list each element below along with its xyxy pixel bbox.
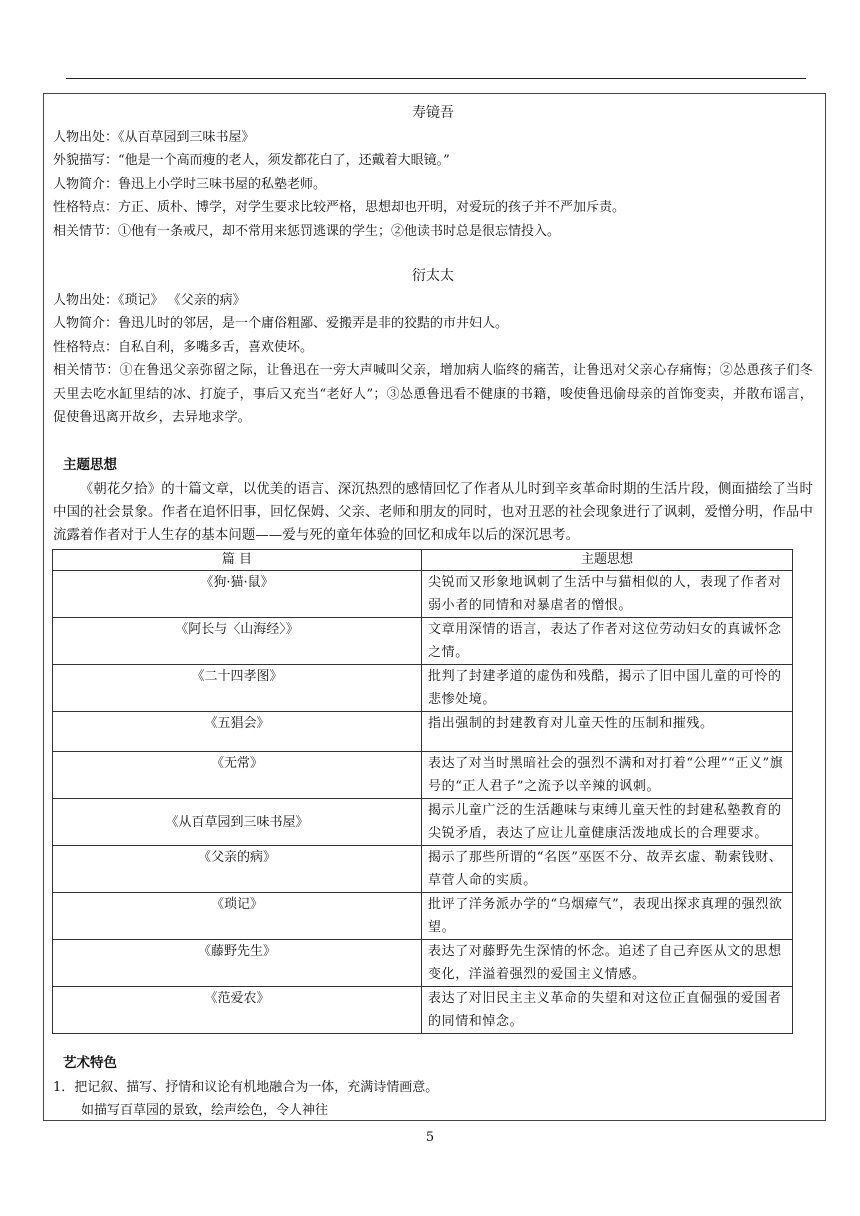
- table-row: [53, 752, 793, 799]
- yan-plot: 相关情节：①在鲁迅父亲弥留之际，让鲁迅在一旁大声喊叫父亲，增加病人临终的痛苦，让鲁迅对父亲心存痛悔；②怂恿孩子们冬天里去吃水缸里结的冰、打旋子，事后又充当“老好人”；③怂恿鲁迅看不健康的书籍，唆使鲁迅偷母亲的首饰变卖，并散布谣言，促使鲁迅离开故乡，去异地求学。: [53, 363, 813, 425]
- character-name-shou: 寿镜吾: [412, 105, 454, 121]
- work-theme: 文章用深情的语言，表达了作者对这位劳动妇女的真诚怀念之情。: [422, 618, 793, 665]
- header-title: 篇 目: [53, 550, 422, 571]
- theme-table: [52, 549, 793, 1034]
- table-row: [53, 940, 793, 987]
- work-theme: 表达了对当时黑暗社会的强烈不满和对打着“公理”“正义”旗号的“正人君子”之流予以辛辣的讽刺。: [422, 752, 793, 799]
- art-item-1-sub: 如描写百草园的景致，绘声绘色，令人神往: [81, 1103, 329, 1118]
- work-title: 《五猖会》: [53, 712, 422, 752]
- page-content: [53, 102, 813, 1123]
- shou-line: 外貌描写：“他是一个高而瘦的老人，须发都花白了，还戴着大眼镜。”: [53, 153, 450, 168]
- table-row: [53, 846, 793, 893]
- work-theme: 揭示儿童广泛的生活趣味与束缚儿童天性的封建私塾教育的尖锐矛盾，表达了应让儿童健康活泼地成长的合理要求。: [422, 799, 793, 846]
- art-item-1: 1．把记叙、描写、抒情和议论有机地融合为一体，充满诗情画意。: [53, 1079, 439, 1095]
- work-theme: 尖锐而又形象地讽刺了生活中与猫相似的人，表现了作者对弱小者的同情和对暴虐者的憎恨。: [422, 571, 793, 618]
- work-title: 《父亲的病》: [53, 846, 422, 893]
- work-title: 《阿长与〈山海经〉》: [53, 618, 422, 665]
- table-row: [53, 799, 793, 846]
- theme-paragraph: 《朝花夕拾》的十篇文章，以优美的语言、深沉热烈的感情回忆了作者从儿时到辛亥革命时期的生活片段，侧面描绘了当时中国的社会景象。作者在追怀旧事，回忆保姆、父亲、老师和朋友的同时，也对丑恶的社会现象进行了讽刺，爱憎分明，作品中流露着作者对于人生存的基本问题——爱与死的童年体验的回忆和成年以后的深沉思考。: [53, 482, 813, 543]
- yan-line: 人物简介：鲁迅儿时的邻居，是一个庸俗粗鄙、爱搬弄是非的狡黠的市井妇人。: [53, 316, 509, 331]
- table-row: [53, 665, 793, 712]
- work-theme: 表达了对藤野先生深情的怀念。追述了自己弃医从文的思想变化，洋溢着强烈的爱国主义情感。: [422, 940, 793, 987]
- work-title: 《藤野先生》: [53, 940, 422, 987]
- header-theme: 主题思想: [422, 550, 793, 571]
- table-header-row: [53, 550, 793, 571]
- table-row: [53, 712, 793, 752]
- shou-line: 性格特点：方正、质朴、博学，对学生要求比较严格，思想却也开明，对爱玩的孩子并不严加斥责。: [53, 200, 626, 215]
- work-title: 《范爱农》: [53, 987, 422, 1034]
- shou-line: 相关情节：①他有一条戒尺，却不常用来惩罚逃课的学生；②他读书时总是很忘情投入。: [53, 223, 561, 239]
- work-theme: 揭示了那些所谓的“名医”巫医不分、故弄玄虚、勒索钱财、草菅人命的实质。: [422, 846, 793, 893]
- yan-line: 人物出处：《琐记》 《父亲的病》: [53, 292, 246, 308]
- work-theme: 批判了封建孝道的虚伪和残酷，揭示了旧中国儿童的可怜的悲惨处境。: [422, 665, 793, 712]
- header-rule: [66, 78, 806, 79]
- table-row: [53, 987, 793, 1034]
- table-row: [53, 893, 793, 940]
- table-row: [53, 618, 793, 665]
- work-title: 《从百草园到三味书屋》: [53, 799, 422, 846]
- work-theme: 指出强制的封建教育对儿童天性的压制和摧残。: [422, 712, 793, 752]
- work-theme: 表达了对旧民主主义革命的失望和对这位正直倔强的爱国者的同情和悼念。: [422, 987, 793, 1034]
- page-number: 5: [425, 1130, 435, 1145]
- character-name-yan: 衍太太: [412, 268, 454, 284]
- shou-line: 人物简介：鲁迅上小学时三味书屋的私塾老师。: [53, 176, 327, 192]
- work-title: 《琐记》: [53, 893, 422, 940]
- work-title: 《狗·猫·鼠》: [53, 571, 422, 618]
- theme-section-title: 主题思想: [63, 456, 117, 473]
- work-title: 《二十四孝图》: [53, 665, 422, 712]
- shou-line: 人物出处：《从百草园到三味书屋》: [53, 129, 255, 145]
- art-section-title: 艺术特色: [63, 1055, 117, 1071]
- page-frame: [43, 93, 826, 1121]
- work-title: 《无常》: [53, 752, 422, 799]
- work-theme: 批评了洋务派办学的“乌烟瘴气”，表现出探求真理的强烈欲望。: [422, 893, 793, 940]
- table-row: [53, 571, 793, 618]
- yan-line: 性格特点：自私自利，多嘴多舌，喜欢使坏。: [53, 339, 314, 355]
